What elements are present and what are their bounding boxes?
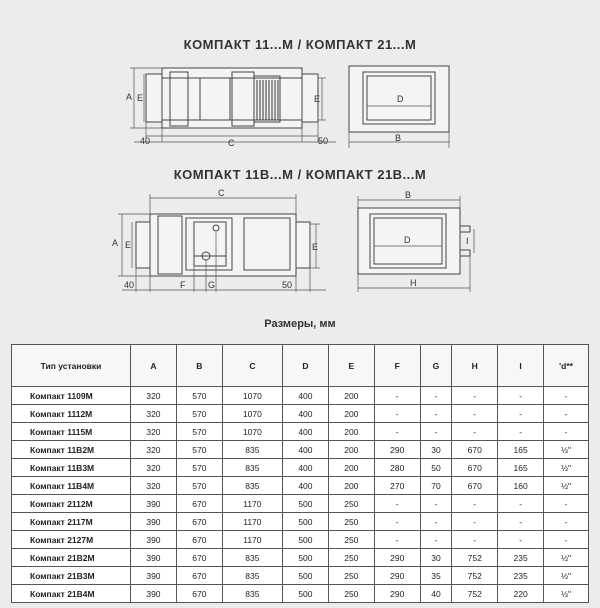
cell-e: 200 (328, 423, 374, 441)
cell-a: 320 (131, 441, 177, 459)
cell-d: 400 (282, 459, 328, 477)
cell-d-thread: ½" (544, 549, 589, 567)
cell-i: - (498, 423, 544, 441)
cell-b: 670 (176, 495, 222, 513)
dim-label-d-bottom: D (404, 235, 411, 245)
cell-c: 1170 (222, 531, 282, 549)
cell-d-thread: - (544, 513, 589, 531)
header-d: D (282, 345, 328, 387)
table-row (12, 531, 589, 549)
cell-d-thread: - (544, 423, 589, 441)
cell-g: 30 (420, 549, 452, 567)
dim-label-a: A (126, 92, 133, 102)
cell-i: 165 (498, 441, 544, 459)
cell-c: 1170 (222, 495, 282, 513)
cell-type: Компакт 11В2М (12, 441, 131, 459)
cell-d-thread: - (544, 405, 589, 423)
cell-g: - (420, 495, 452, 513)
cell-g: - (420, 513, 452, 531)
cell-i: - (498, 405, 544, 423)
cell-d: 500 (282, 585, 328, 603)
dim-label-50: 50 (318, 136, 329, 146)
table-row (12, 477, 589, 495)
cell-f: - (374, 531, 420, 549)
header-d-thread: 'd** (544, 345, 589, 387)
cell-f: - (374, 513, 420, 531)
cell-d: 500 (282, 531, 328, 549)
cell-f: - (374, 405, 420, 423)
cell-i: - (498, 513, 544, 531)
cell-i: - (498, 531, 544, 549)
cell-a: 320 (131, 405, 177, 423)
cell-e: 250 (328, 585, 374, 603)
cell-f: 290 (374, 441, 420, 459)
cell-i: 160 (498, 477, 544, 495)
cell-d-thread: ½" (544, 441, 589, 459)
table-header-row (12, 345, 589, 387)
dim-label-40: 40 (140, 136, 151, 146)
cell-h: 670 (452, 441, 498, 459)
dim-label-e-right: E (314, 94, 321, 104)
cell-d-thread: - (544, 495, 589, 513)
cell-b: 570 (176, 423, 222, 441)
cell-e: 250 (328, 567, 374, 585)
cell-type: Компакт 2112М (12, 495, 131, 513)
cell-h: - (452, 531, 498, 549)
table-row (12, 441, 589, 459)
cell-g: 70 (420, 477, 452, 495)
cell-type: Компакт 21В3М (12, 567, 131, 585)
cell-a: 320 (131, 459, 177, 477)
cell-d-thread: ½" (544, 567, 589, 585)
cell-c: 1070 (222, 405, 282, 423)
drawing-title-top: КОМПАКТ 11...М / КОМПАКТ 21...М (183, 37, 417, 52)
cell-c: 1070 (222, 387, 282, 405)
cell-e: 200 (328, 441, 374, 459)
cell-f: - (374, 423, 420, 441)
dim-label-c: C (228, 138, 235, 148)
cell-type: Компакт 11В3М (12, 459, 131, 477)
dim-label-d: D (397, 94, 404, 104)
cell-i: 220 (498, 585, 544, 603)
cell-h: - (452, 513, 498, 531)
cell-b: 570 (176, 441, 222, 459)
cell-e: 200 (328, 459, 374, 477)
cell-type: Компакт 11В4М (12, 477, 131, 495)
cell-i: 165 (498, 459, 544, 477)
cell-f: - (374, 387, 420, 405)
cell-c: 835 (222, 459, 282, 477)
cell-b: 670 (176, 531, 222, 549)
cell-type: Компакт 21В2М (12, 549, 131, 567)
cell-d-thread: ½" (544, 585, 589, 603)
cell-h: 752 (452, 585, 498, 603)
header-c: C (222, 345, 282, 387)
cell-c: 1170 (222, 513, 282, 531)
cell-f: - (374, 495, 420, 513)
cell-g: 35 (420, 567, 452, 585)
cell-f: 270 (374, 477, 420, 495)
cell-e: 200 (328, 387, 374, 405)
cell-d: 500 (282, 495, 328, 513)
dim-label-e: E (137, 93, 144, 103)
cell-h: - (452, 387, 498, 405)
cell-d: 400 (282, 477, 328, 495)
cell-a: 390 (131, 585, 177, 603)
cell-a: 320 (131, 387, 177, 405)
cell-d-thread: ½" (544, 477, 589, 495)
cell-g: - (420, 423, 452, 441)
cell-a: 320 (131, 423, 177, 441)
header-e: E (328, 345, 374, 387)
cell-i: 235 (498, 567, 544, 585)
cell-h: - (452, 423, 498, 441)
drawing-title-bottom: КОМПАКТ 11В...М / КОМПАКТ 21В...М (173, 167, 427, 182)
cell-e: 250 (328, 549, 374, 567)
cell-b: 670 (176, 513, 222, 531)
table-row (12, 585, 589, 603)
header-b: B (176, 345, 222, 387)
cell-b: 570 (176, 405, 222, 423)
cell-type: Компакт 1112М (12, 405, 131, 423)
cell-a: 390 (131, 549, 177, 567)
header-f: F (374, 345, 420, 387)
table-row (12, 459, 589, 477)
header-type: Тип установки (12, 345, 131, 387)
dim-label-c-bottom: C (218, 188, 225, 198)
cell-d-thread: - (544, 531, 589, 549)
cell-type: Компакт 21В4М (12, 585, 131, 603)
side-view-drawing-bottom (110, 188, 340, 294)
cell-type: Компакт 2127М (12, 531, 131, 549)
cell-a: 390 (131, 531, 177, 549)
cell-f: 280 (374, 459, 420, 477)
cell-h: - (452, 405, 498, 423)
cell-g: 40 (420, 585, 452, 603)
dim-label-a-bottom: A (112, 238, 119, 248)
cell-d: 400 (282, 441, 328, 459)
cell-d: 500 (282, 549, 328, 567)
cell-d-thread: ½" (544, 459, 589, 477)
cell-g: - (420, 387, 452, 405)
header-h: H (452, 345, 498, 387)
cell-a: 390 (131, 495, 177, 513)
table-row (12, 405, 589, 423)
cell-g: - (420, 531, 452, 549)
header-a: A (131, 345, 177, 387)
cell-d: 400 (282, 405, 328, 423)
cell-i: - (498, 387, 544, 405)
end-view-drawing-bottom (350, 188, 480, 294)
side-view-drawing-top (120, 58, 340, 148)
table-row (12, 423, 589, 441)
dim-label-b-bottom: B (405, 190, 412, 200)
dim-label-e-bottom-right: E (312, 242, 319, 252)
cell-type: Компакт 1109М (12, 387, 131, 405)
table-row (12, 567, 589, 585)
cell-e: 200 (328, 477, 374, 495)
cell-c: 1070 (222, 423, 282, 441)
cell-h: 670 (452, 477, 498, 495)
cell-c: 835 (222, 549, 282, 567)
cell-g: - (420, 405, 452, 423)
header-i: I (498, 345, 544, 387)
cell-d: 400 (282, 423, 328, 441)
cell-b: 670 (176, 585, 222, 603)
cell-c: 835 (222, 441, 282, 459)
cell-b: 570 (176, 477, 222, 495)
cell-f: 290 (374, 567, 420, 585)
cell-h: 670 (452, 459, 498, 477)
table-caption: Размеры, мм (264, 318, 336, 330)
cell-b: 570 (176, 459, 222, 477)
cell-e: 250 (328, 531, 374, 549)
cell-type: Компакт 1115М (12, 423, 131, 441)
cell-e: 250 (328, 495, 374, 513)
cell-b: 570 (176, 387, 222, 405)
cell-type: Компакт 2117М (12, 513, 131, 531)
cell-g: 30 (420, 441, 452, 459)
cell-d: 400 (282, 387, 328, 405)
dim-label-g: G (208, 280, 216, 290)
dim-label-f: F (180, 280, 186, 290)
cell-i: 235 (498, 549, 544, 567)
cell-d: 500 (282, 567, 328, 585)
cell-a: 390 (131, 567, 177, 585)
cell-b: 670 (176, 549, 222, 567)
end-view-drawing-top (345, 62, 455, 152)
cell-h: 752 (452, 567, 498, 585)
table-row (12, 387, 589, 405)
cell-f: 290 (374, 549, 420, 567)
cell-h: 752 (452, 549, 498, 567)
dim-label-40-bottom: 40 (124, 280, 135, 290)
cell-c: 835 (222, 477, 282, 495)
dim-label-h: H (410, 278, 417, 288)
dim-label-50-bottom: 50 (282, 280, 293, 290)
cell-f: 290 (374, 585, 420, 603)
cell-i: - (498, 495, 544, 513)
cell-d-thread: - (544, 387, 589, 405)
dim-label-e-bottom: E (125, 240, 132, 250)
cell-a: 320 (131, 477, 177, 495)
table-row (12, 549, 589, 567)
dim-label-b: B (395, 133, 402, 143)
cell-e: 250 (328, 513, 374, 531)
cell-a: 390 (131, 513, 177, 531)
table-row (12, 513, 589, 531)
cell-h: - (452, 495, 498, 513)
cell-b: 670 (176, 567, 222, 585)
table-row (12, 495, 589, 513)
cell-c: 835 (222, 567, 282, 585)
dimensions-table (11, 344, 589, 603)
cell-g: 50 (420, 459, 452, 477)
header-g: G (420, 345, 452, 387)
cell-e: 200 (328, 405, 374, 423)
cell-d: 500 (282, 513, 328, 531)
cell-c: 835 (222, 585, 282, 603)
dim-label-i: I (466, 236, 469, 246)
